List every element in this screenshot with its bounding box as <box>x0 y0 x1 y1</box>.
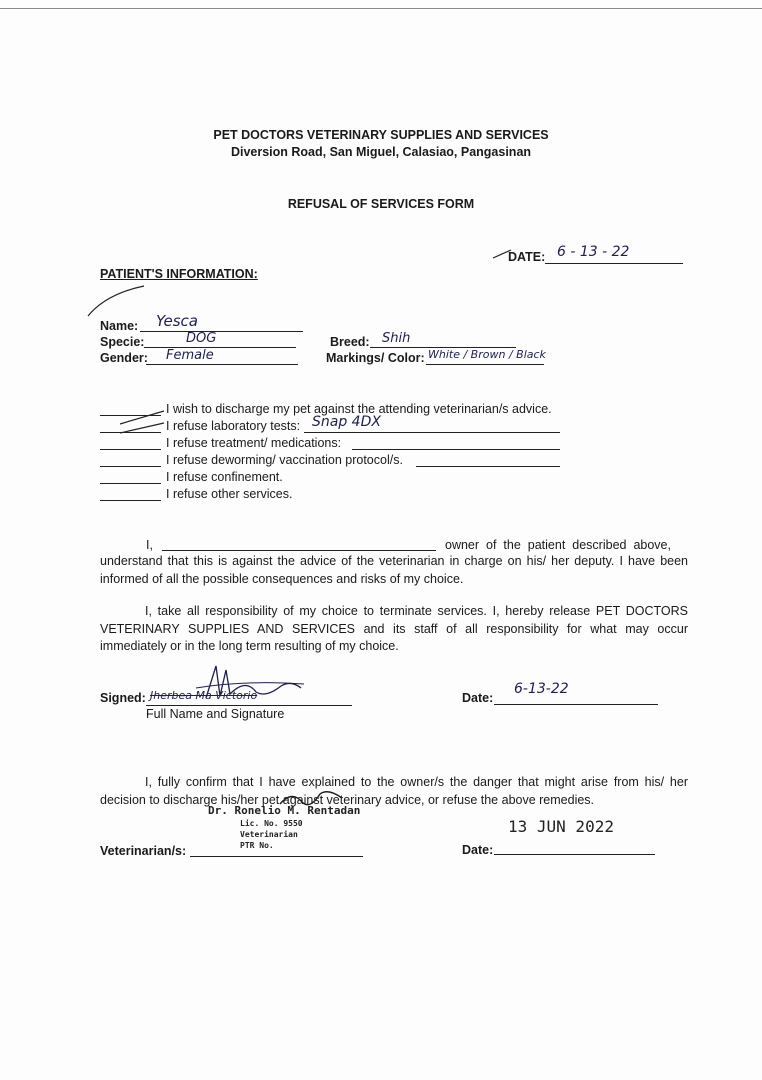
statement-paragraph-1: understand that this is against the advice of the veterinarian in charge on his/ her deputy. I have been informed of all the possible consequences and risks of my choice. <box>100 554 688 586</box>
veterinarian-line <box>190 856 363 857</box>
statement-paragraph-2: I, take all responsibility of my choice to terminate services. I, hereby release PET DOCTORS VETERINARY SUPPLIES AND SERVICES and its staff of all responsibility for what may occur immediately or in the long term resulting of my choice. <box>100 604 688 653</box>
option-text: I refuse deworming/ vaccination protocol/s. <box>166 453 403 467</box>
option-text: I wish to discharge my pet against the attending veterinarian/s advice. <box>166 402 552 416</box>
option-blank <box>100 466 161 467</box>
vet-date-stamp: 13 JUN 2022 <box>508 817 614 836</box>
statement-owner: owner of the patient described above, <box>445 538 671 552</box>
patient-info-heading: PATIENT'S INFORMATION: <box>100 267 258 281</box>
gender-label: Gender: <box>100 351 148 365</box>
owner-name-line <box>162 550 436 551</box>
option-text: I refuse treatment/ medications: <box>166 436 342 450</box>
option-fill-line <box>416 466 560 467</box>
breed-value: Shih <box>382 331 411 346</box>
markings-value: White / Brown / Black <box>428 348 546 361</box>
signed-label: Signed: <box>100 691 146 705</box>
option-blank <box>100 483 161 484</box>
vet-signature <box>276 786 346 810</box>
signature-caption: Full Name and Signature <box>146 707 285 721</box>
vet-stamp-title: Veterinarian <box>240 830 298 839</box>
company-address: Diversion Road, San Miguel, Calasiao, Pangasinan <box>230 145 532 159</box>
gender-value: Female <box>166 348 214 363</box>
option-blank <box>100 500 161 501</box>
gender-line <box>146 364 298 365</box>
breed-label: Breed: <box>330 335 370 349</box>
date-value: 6 - 13 - 22 <box>557 244 630 260</box>
statement-i: I, <box>146 538 153 552</box>
owner-printed-name: Jherbea Ma Victorio <box>150 689 258 702</box>
confirmation-text: I, fully confirm that I have explained to the owner/s the danger that might arise from his/ her decision to discharge his/her pet against veterinary advice, or refuse the above remedies. <box>100 775 688 807</box>
name-value: Yesca <box>156 312 198 330</box>
date-label: DATE: <box>508 250 546 264</box>
scan-edge-line <box>0 8 762 9</box>
option-blank <box>100 449 161 450</box>
vet-stamp-ptr: PTR No. <box>240 841 274 850</box>
sign-date-line <box>494 704 658 705</box>
date-line <box>545 263 683 264</box>
vet-stamp-name: Dr. Ronelio M. Rentadan <box>208 804 361 817</box>
owner-signature <box>186 658 306 708</box>
company-name: PET DOCTORS VETERINARY SUPPLIES AND SERVICES <box>213 128 549 142</box>
vet-stamp-license: Lic. No. 9550 <box>240 819 303 828</box>
markings-line <box>426 364 544 365</box>
sign-date-value: 6-13-22 <box>514 681 569 697</box>
specie-label: Specie: <box>100 335 145 349</box>
option-text: I refuse laboratory tests: <box>166 419 301 433</box>
option-fill-line <box>352 449 560 450</box>
name-label: Name: <box>100 319 139 333</box>
form-title: REFUSAL OF SERVICES FORM <box>287 197 475 211</box>
lab-test-value: Snap 4DX <box>312 414 381 430</box>
option-text: I refuse other services. <box>166 487 293 501</box>
sign-date-label: Date: <box>462 691 494 705</box>
veterinarian-label: Veterinarian/s: <box>100 844 187 858</box>
vet-date-label: Date: <box>462 843 494 857</box>
vet-date-line <box>494 854 655 855</box>
checkmark-stroke <box>118 420 168 436</box>
checkmark-stroke <box>86 284 146 320</box>
option-text: I refuse confinement. <box>166 470 283 484</box>
option-fill-line <box>304 432 560 433</box>
name-line <box>140 331 303 332</box>
specie-value: DOG <box>186 331 217 346</box>
markings-label: Markings/ Color: <box>326 351 425 365</box>
